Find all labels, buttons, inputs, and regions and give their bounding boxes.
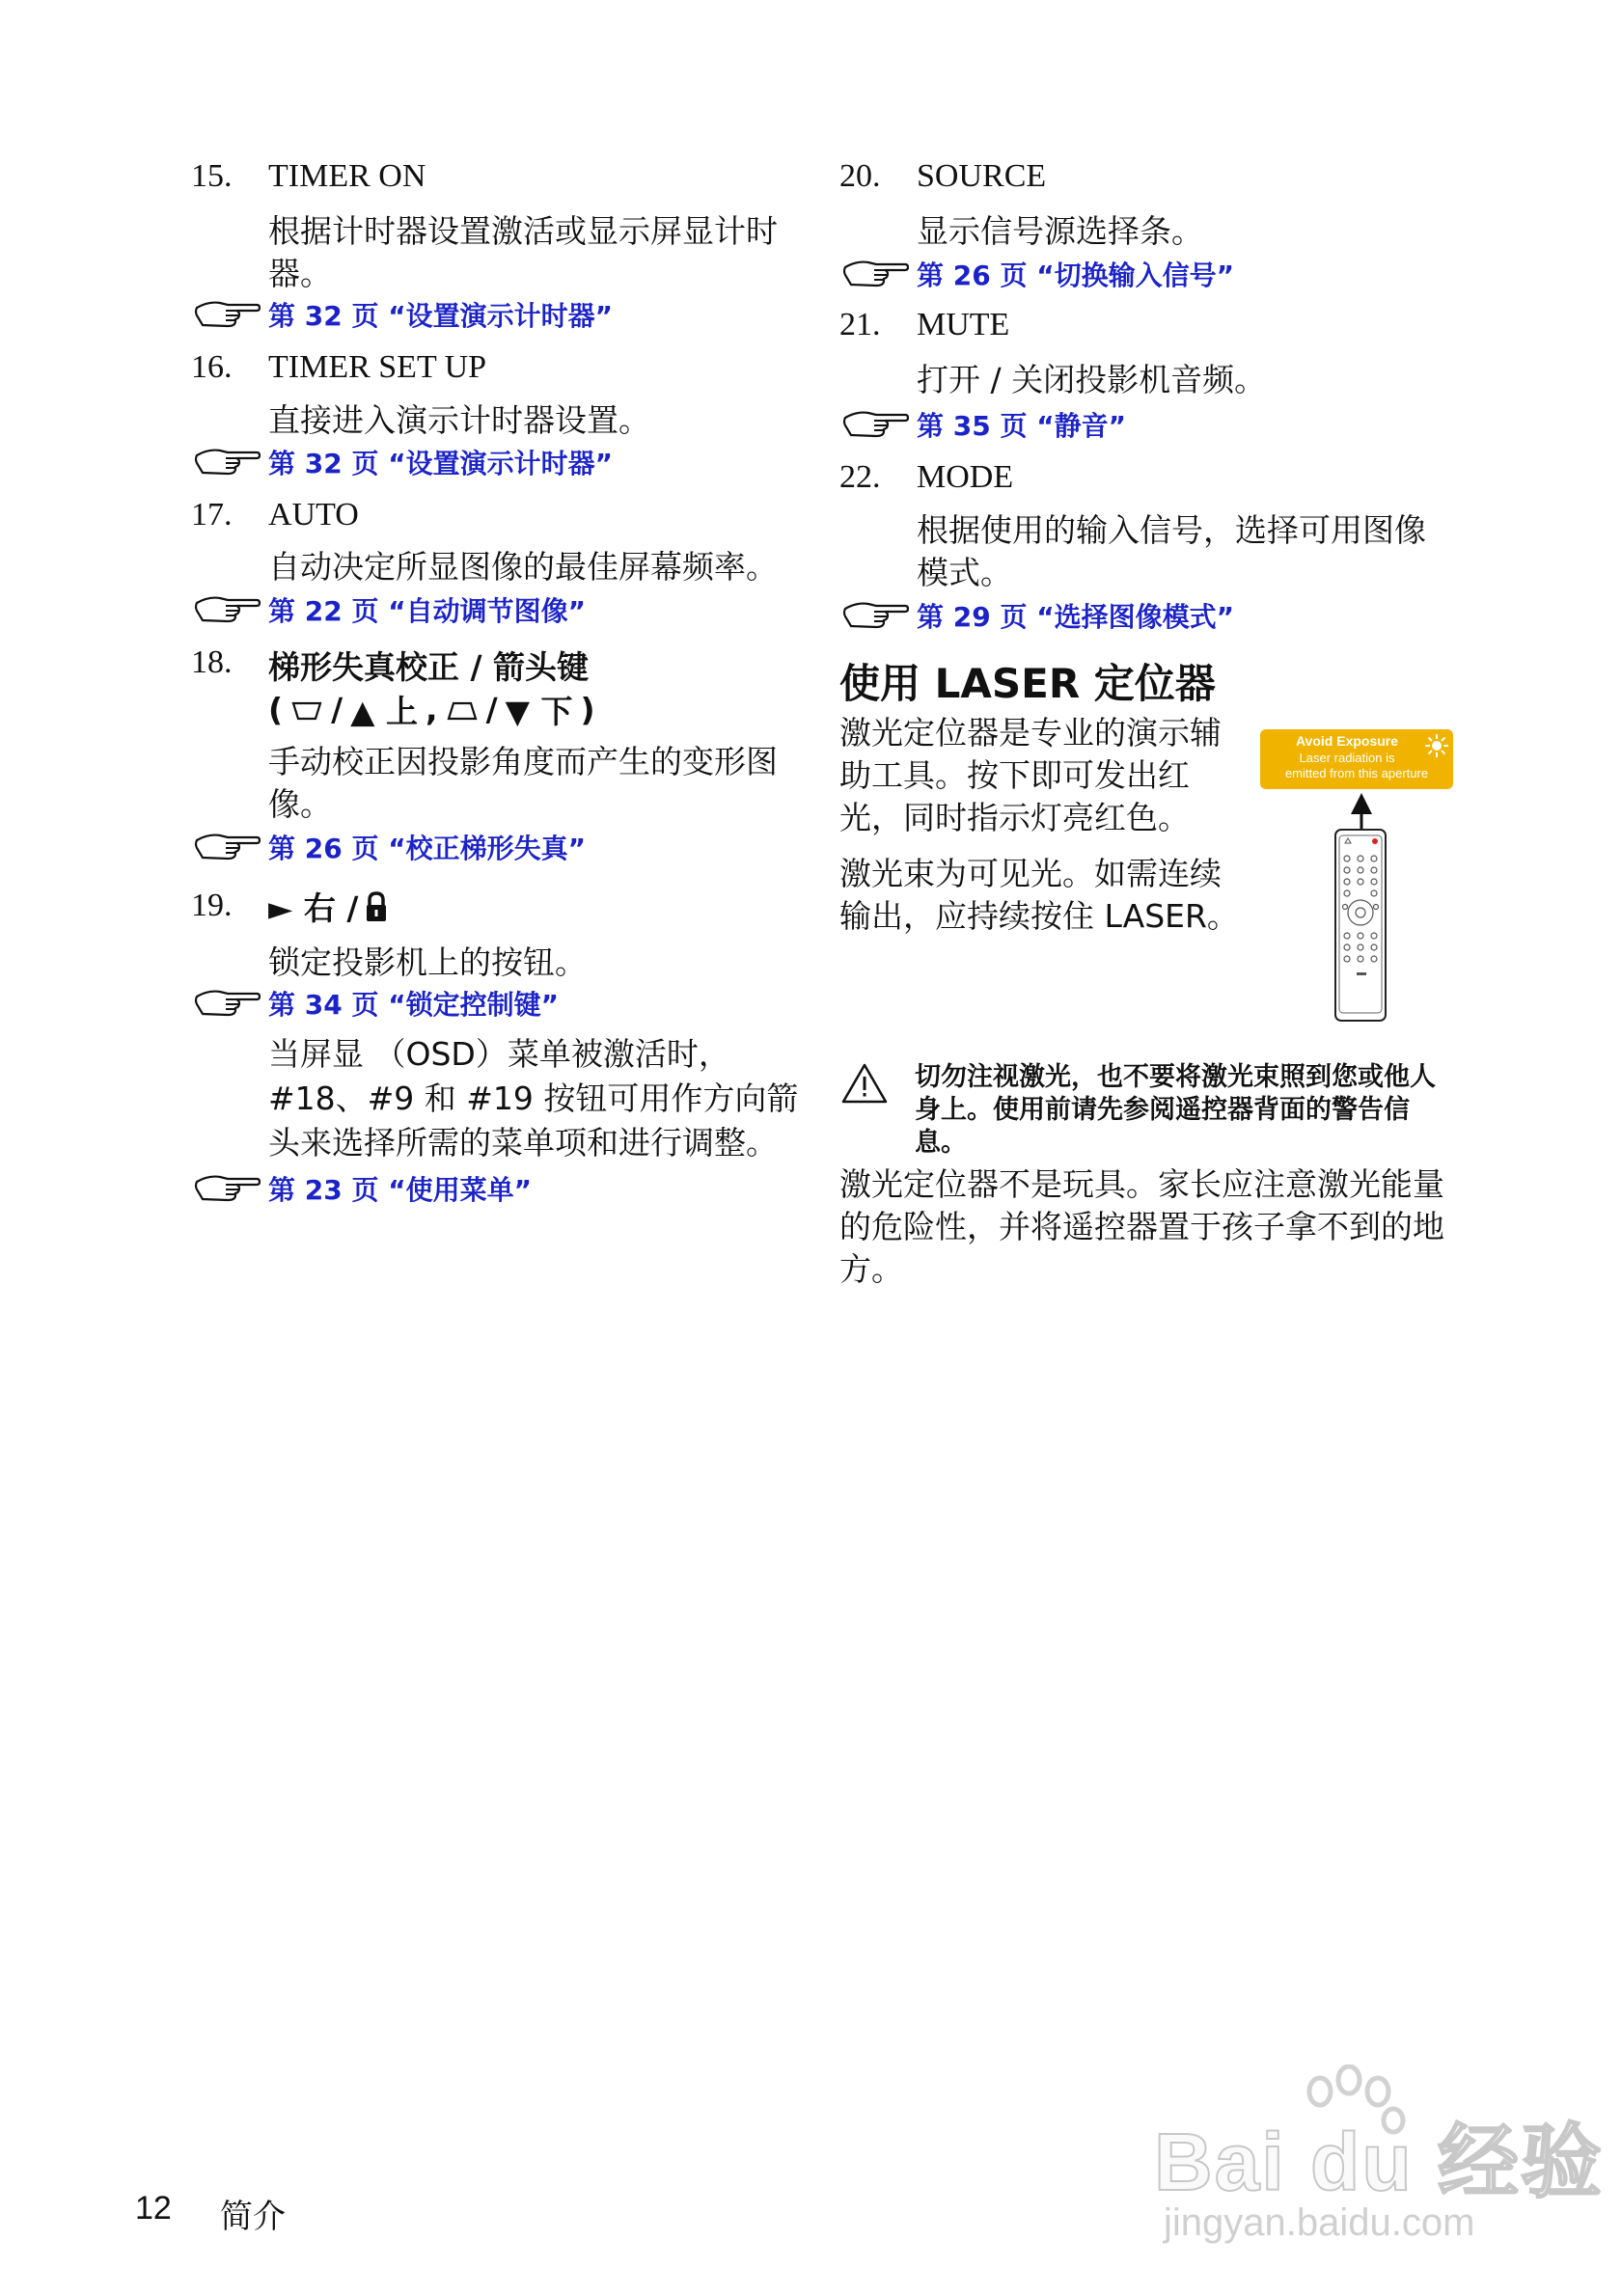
reference-link[interactable]: 第 32 页 “设置演示计时器” <box>268 448 614 479</box>
item-number: 18. <box>191 644 233 680</box>
paren-close: ) <box>580 691 595 728</box>
item-title <box>268 884 389 929</box>
cross-reference[interactable] <box>193 295 613 334</box>
reference-link[interactable]: 第 23 页 “使用菜单” <box>268 1174 533 1206</box>
item-number: 16. <box>191 349 233 385</box>
paren-open: ( <box>268 691 284 728</box>
label-title: Avoid Exposure <box>1295 733 1399 749</box>
remote-control-icon <box>1332 826 1389 1025</box>
item-description: 自动决定所显图像的最佳屏幕频率。 <box>268 548 778 586</box>
item-number: 19. <box>191 888 233 923</box>
pointing-hand-icon <box>193 448 261 477</box>
item-number: 20. <box>839 158 881 194</box>
pointing-hand-icon <box>193 989 261 1018</box>
item-number: 15. <box>191 158 233 194</box>
reference-link[interactable]: 第 34 页 “锁定控制键” <box>268 989 560 1021</box>
laser-intro-text: 激光定位器是专业的演示辅助工具。按下即可发出红光，同时指示灯亮红色。 <box>839 714 1222 836</box>
cross-reference[interactable] <box>193 1169 532 1208</box>
item-description: 根据计时器设置激活或显示屏显计时器。 <box>268 212 778 292</box>
item-title: MUTE <box>917 307 1010 342</box>
up-key-label: ▲ 上 <box>350 693 419 730</box>
item-description: 显示信号源选择条。 <box>917 212 1203 250</box>
sun-icon <box>1424 733 1449 758</box>
keystone-icon <box>446 697 479 723</box>
section-name: 简介 <box>220 2199 286 2235</box>
item-title: SOURCE <box>917 158 1047 194</box>
cross-reference[interactable] <box>841 596 1234 635</box>
laser-safety-text: 激光定位器不是玩具。家长应注意激光能量的危险性，并将遥控器置于孩子拿不到的地方。 <box>839 1165 1444 1288</box>
pointing-hand-icon <box>193 595 261 624</box>
reference-link[interactable]: 第 35 页 “静音” <box>917 410 1127 442</box>
item-title: TIMER SET UP <box>268 349 487 385</box>
cross-reference[interactable] <box>193 443 613 481</box>
arrow-keys-line <box>268 687 595 732</box>
laser-warning-label <box>1260 729 1453 789</box>
reference-link[interactable]: 第 22 页 “自动调节图像” <box>268 595 587 627</box>
item-title: 梯形失真校正 / 箭头键 <box>268 648 590 686</box>
cross-reference[interactable] <box>841 255 1234 293</box>
label-line: emitted from this aperture <box>1284 766 1429 780</box>
item-description: 锁定投影机上的按钮。 <box>268 943 587 981</box>
separator: / <box>485 691 498 728</box>
pointing-hand-icon <box>841 410 909 439</box>
pointing-hand-icon <box>841 601 909 630</box>
reference-link[interactable]: 第 29 页 “选择图像模式” <box>917 601 1235 633</box>
cross-reference[interactable] <box>193 984 559 1023</box>
cross-reference[interactable] <box>193 828 586 866</box>
pointing-hand-icon <box>841 260 909 288</box>
down-key-label: ▼ 下 <box>505 693 573 730</box>
item-description: 直接进入演示计时器设置。 <box>268 401 650 439</box>
item-number: 22. <box>839 459 881 495</box>
comma: , <box>426 691 438 728</box>
separator: / <box>331 691 343 728</box>
pointing-hand-icon <box>193 1174 261 1203</box>
item-note: 当屏显 （OSD）菜单被激活时，#18、#9 和 #19 按钮可用作方向箭头来选择所需的菜单项和进行调整。 <box>268 1035 799 1162</box>
section-title: 使用 LASER 定位器 <box>839 660 1216 707</box>
laser-warning-text: 切勿注视激光，也不要将激光束照到您或他人身上。使用前请先参阅遥控器背面的警告信息。 <box>915 1062 1436 1158</box>
cross-reference[interactable] <box>193 590 586 629</box>
page-number: 12 <box>135 2190 172 2227</box>
cross-reference[interactable] <box>841 405 1126 444</box>
pointing-hand-icon <box>193 300 261 329</box>
warning-triangle-icon <box>839 1061 890 1106</box>
label-line: Laser radiation is <box>1299 751 1395 765</box>
item-number: 21. <box>839 307 881 342</box>
item-description: 手动校正因投影角度而产生的变形图像。 <box>268 743 778 823</box>
lock-icon <box>364 890 389 923</box>
laser-usage-text: 激光束为可见光。如需连续输出，应持续按住 LASER。 <box>839 855 1239 935</box>
item-title: TIMER ON <box>268 158 426 194</box>
item-title: MODE <box>917 459 1014 495</box>
pointing-hand-icon <box>193 833 261 861</box>
watermark-url: jingyan.baidu.com <box>1164 2201 1475 2244</box>
item-description: 根据使用的输入信号，选择可用图像模式。 <box>917 511 1426 591</box>
right-key-label: ► 右 / <box>268 889 359 927</box>
reference-link[interactable]: 第 26 页 “校正梯形失真” <box>268 833 587 864</box>
keystone-icon <box>290 697 323 723</box>
item-number: 17. <box>191 497 233 533</box>
watermark-brand: Bai du 经验 <box>1154 2117 1605 2207</box>
reference-link[interactable]: 第 26 页 “切换输入信号” <box>917 260 1235 291</box>
item-title: AUTO <box>268 497 359 533</box>
reference-link[interactable]: 第 32 页 “设置演示计时器” <box>268 300 614 332</box>
item-description: 打开 / 关闭投影机音频。 <box>917 361 1267 398</box>
